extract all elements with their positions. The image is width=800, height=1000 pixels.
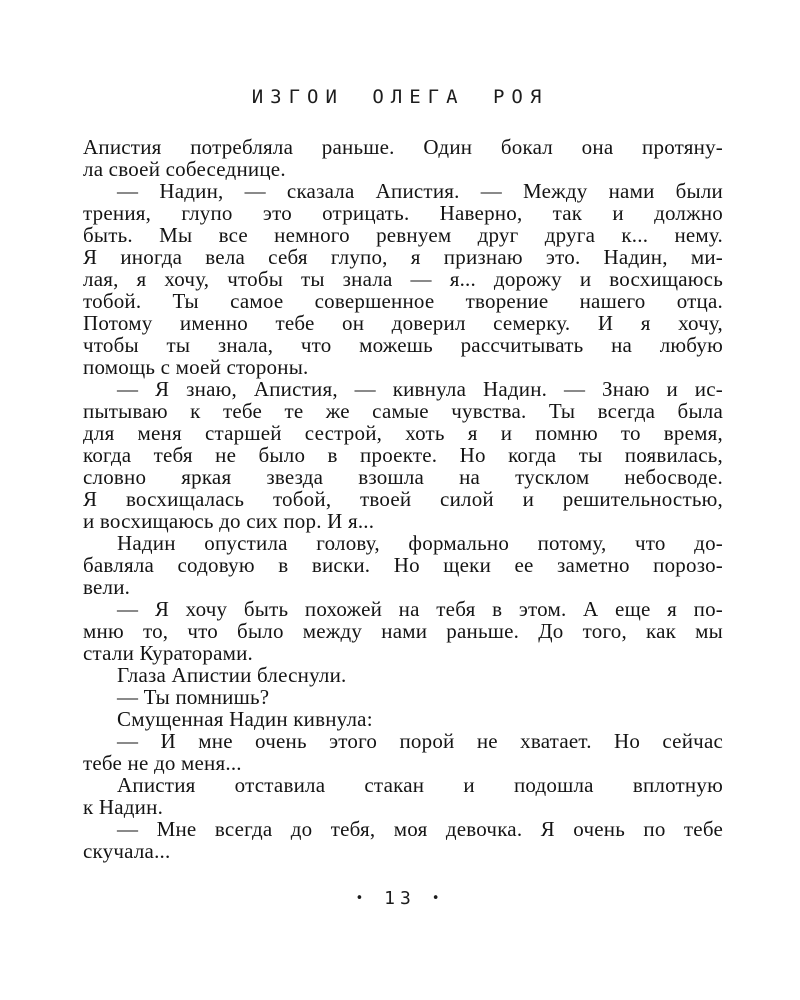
page-number-bullet-left: •: [355, 891, 369, 906]
text-line: стали Кураторами.: [83, 641, 254, 665]
text-line: трения, глупо это отрицать. Наверно, так и должно: [83, 201, 723, 225]
text-line: мню то, что было между нами раньше. До того, как мы: [83, 619, 723, 643]
text-line: для меня старшей сестрой, хоть я и помню то время,: [83, 421, 723, 445]
text-line: Я иногда вела себя глупо, я признаю это. Надин, ми-: [83, 245, 723, 269]
text-line: быть. Мы все немного ревнуем друг друга к... нему.: [83, 223, 723, 247]
text-line: Надин опустила голову, формально потому, что до-: [117, 531, 723, 555]
text-line: Апистия отставила стакан и подошла вплотную: [117, 773, 723, 797]
text-line: лая, я хочу, чтобы ты знала — я... дорожу и восхищаюсь: [83, 267, 723, 291]
text-line: Апистия потребляла раньше. Один бокал она протяну-: [83, 135, 723, 159]
page-number-bullet-right: •: [431, 891, 445, 906]
running-header: ИЗГОИ ОЛЕГА РОЯ: [251, 86, 549, 108]
text-line: Потому именно тебе он доверил семерку. И я хочу,: [83, 311, 723, 335]
text-line: ла своей собеседнице.: [83, 157, 286, 181]
body-text: [83, 136, 723, 862]
text-line: — Мне всегда до тебя, моя девочка. Я очень по тебе: [117, 817, 723, 841]
text-line: — И мне очень этого порой не хватает. Но сейчас: [117, 729, 723, 753]
page-number-value: 13: [384, 888, 416, 909]
text-line: и восхищаюсь до сих пор. И я...: [83, 509, 375, 533]
page-number: [0, 888, 800, 909]
text-line: пытываю к тебе те же самые чувства. Ты всегда была: [83, 399, 723, 423]
text-line: Смущенная Надин кивнула:: [117, 707, 373, 731]
text-line: когда тебя не было в проекте. Но когда ты появилась,: [83, 443, 723, 467]
text-line: скучала...: [83, 839, 171, 863]
text-line: помощь с моей стороны.: [83, 355, 309, 379]
text-line: Я восхищалась тобой, твоей силой и решительностью,: [83, 487, 723, 511]
text-line: — Надин, — сказала Апистия. — Между нами были: [117, 179, 723, 203]
text-line: вели.: [83, 575, 131, 599]
text-line: Глаза Апистии блеснули.: [117, 663, 347, 687]
text-line: чтобы ты знала, что можешь рассчитывать на любую: [83, 333, 723, 357]
text-line: к Надин.: [83, 795, 164, 819]
text-line: — Ты помнишь?: [117, 685, 270, 709]
text-line: бавляла содовую в виски. Но щеки ее заметно порозо-: [83, 553, 723, 577]
text-line: тобой. Ты самое совершенное творение нашего отца.: [83, 289, 723, 313]
text-line: тебе не до меня...: [83, 751, 242, 775]
text-line: — Я хочу быть похожей на тебя в этом. А еще я по-: [117, 597, 723, 621]
text-line: словно яркая звезда взошла на тусклом небосводе.: [83, 465, 723, 489]
text-line: — Я знаю, Апистия, — кивнула Надин. — Знаю и ис-: [117, 377, 723, 401]
